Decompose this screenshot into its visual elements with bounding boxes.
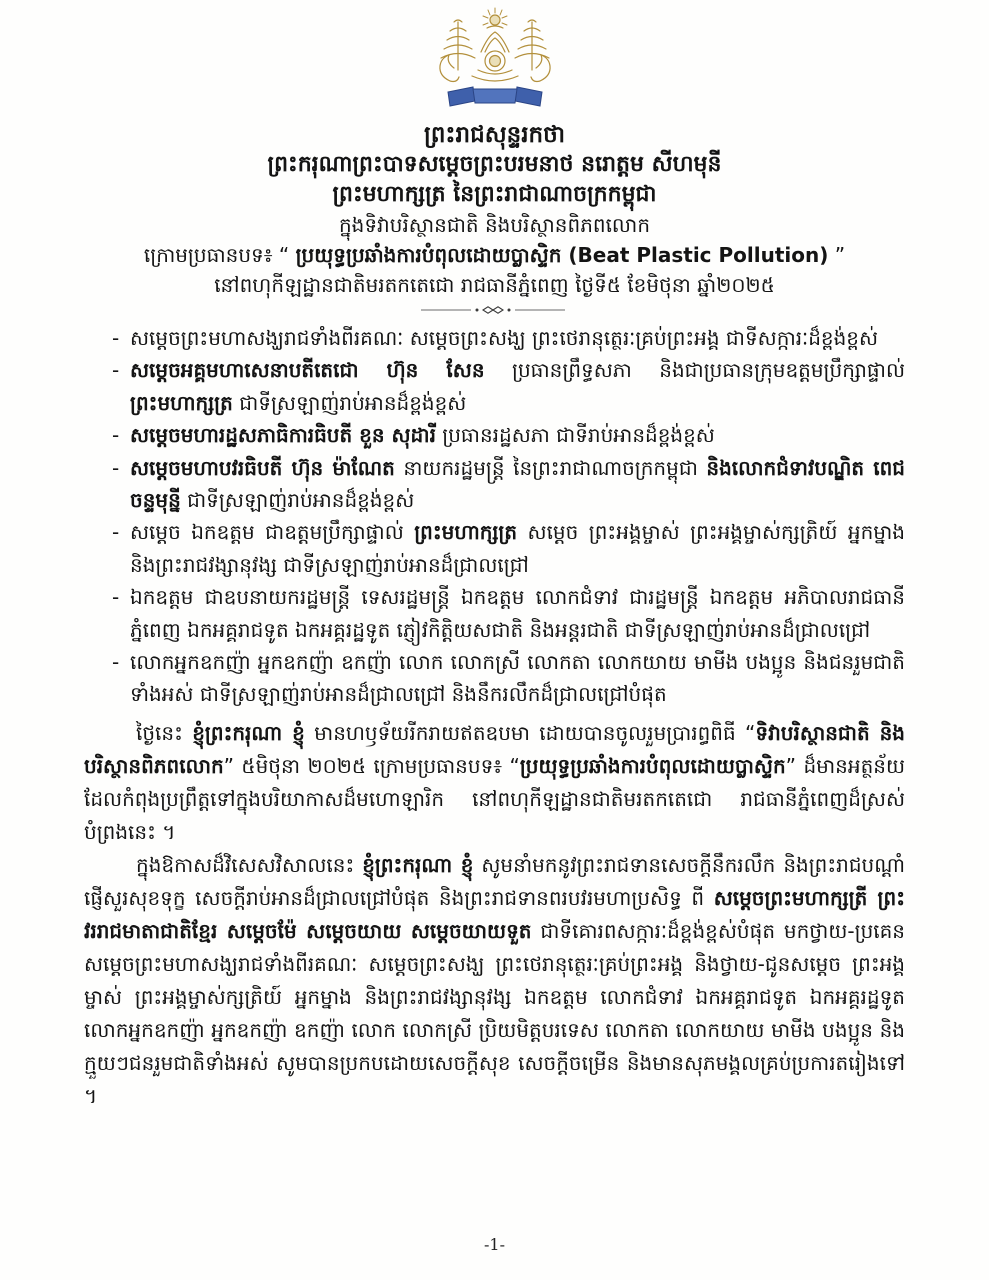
text-segment: និងលោកជំទាវបណ្ឌិត ពេជ ចន្ទមុន្នី <box>130 455 905 513</box>
text-segment: មានហឫទ័យរីករាយឥតឧបមា ដោយបានចូលរួមប្រារព្ធពិធី “ <box>304 720 756 745</box>
bullet-dash: - <box>112 650 120 675</box>
paragraph-2 <box>84 849 905 1113</box>
text-segment: ជាទីស្រឡាញ់រាប់អានដ៏ខ្ពង់ខ្ពស់ <box>180 488 415 513</box>
text-segment: ខ្ញុំព្រះករុណា ខ្ញុំ <box>362 852 474 877</box>
bullet-dash: - <box>112 326 120 350</box>
text-segment: ថ្ងៃនេះ <box>136 720 193 745</box>
salutation-item <box>112 419 905 451</box>
text-segment: ប្រធានព្រឹទ្ធសភា និងជាប្រធានក្រុមឧត្តមប្រឹក្សាផ្ទាល់ <box>484 358 905 383</box>
salutation-list <box>112 322 905 711</box>
text-segment: សម្តេច ឯកឧត្តម ជាឧត្តមប្រឹក្សាផ្ទាល់ <box>130 520 415 545</box>
divider-graphic <box>415 304 575 316</box>
text-segment: ប្រយុទ្ធប្រឆាំងការបំពុលដោយប្លាស្ទិក <box>519 753 786 778</box>
text-segment: សម្តេចព្រះមហាក្សត្រី ព្រះវររាជមាតាជាតិខ្មែរ សម្តេចម៉ែ សម្តេចយាយ សម្តេចយាយទួត <box>84 885 905 943</box>
salutation-item <box>112 452 905 517</box>
paragraph-1 <box>84 717 905 849</box>
title-king-name: ព្រះករុណាព្រះបាទសម្តេចព្រះបរមនាថ នរោត្តម សីហមុនី <box>267 152 722 177</box>
text-segment: ហ៊ុន សែន <box>386 358 485 383</box>
text-segment: ព្រះមហាក្សត្រ <box>130 390 233 415</box>
text-segment: ជាទីស្រឡាញ់រាប់អានដ៏ខ្ពង់ខ្ពស់ <box>232 390 467 415</box>
ornamental-divider <box>84 304 905 316</box>
bullet-dash: - <box>112 585 120 610</box>
text-segment: ឯកឧត្តម ជាឧបនាយករដ្ឋមន្ត្រី ទេសរដ្ឋមន្ត្រី ឯកឧត្តម លោកជំទាវ ជារដ្ឋមន្ត្រី ឯកឧត្តម អភិបាលរាជធានីភ្នំពេញ ឯកអគ្គរាជទូត ឯកអគ្គរដ្ឋទូត ភ្ញៀវកិត្តិយសជាតិ និងអន្តរជាតិ ជាទីស្រឡាញ់រាប់អានដ៏ជ្រាលជ្រៅ <box>130 585 905 642</box>
text-segment: សម្តេចព្រះមហាសង្ឃរាជទាំងពីរគណៈ សម្តេចព្រះសង្ឃ ព្រះថេរានុត្ថេរៈគ្រប់ព្រះអង្គ ជាទីសក្ការៈដ៏ខ្ពង់ខ្ពស់ <box>130 326 879 350</box>
bullet-dash: - <box>112 358 120 383</box>
salutation-item <box>112 581 905 646</box>
text-segment: លោកអ្នកឧកញ៉ា អ្នកឧកញ៉ា ឧកញ៉ា លោក លោកស្រី លោកតា លោកយាយ មាមីង បងប្អូន និងជនរួមជាតិទាំងអស់ ជាទីស្រឡាញ់រាប់អានដ៏ជ្រាលជ្រៅ និងនឹករលឹកដ៏ជ្រាលជ្រៅបំផុត <box>130 650 905 707</box>
text-segment: ទិវាបរិស្ថានជាតិ និងបរិស្ថានពិភពលោក <box>84 720 905 778</box>
text-segment: សម្តេចមហាបវរធិបតី ហ៊ុន ម៉ាណែត <box>130 455 395 480</box>
text-segment: ” ៥មិថុនា ២០២៥ ក្រោមប្រធានបទ៖ “ <box>223 753 520 778</box>
title-king-of-kingdom: ព្រះមហាក្សត្រ នៃព្រះរាជាណាចក្រកម្ពុជា <box>332 182 657 207</box>
bullet-dash: - <box>112 520 120 545</box>
text-segment: ” ដ៏មានអត្ថន័យ ដែលកំពុងប្រព្រឹត្តទៅក្នុងបរិយាកាសដ៏មហោឡារិក នៅពហុកីឡដ្ឋានជាតិមរតកតេជោ រាជធានីភ្នំពេញដ៏ស្រស់បំព្រងនេះ ។ <box>84 753 906 844</box>
text-segment: ” <box>828 243 846 267</box>
text-segment: ក្រោមប្រធានបទ៖ “ <box>143 243 296 267</box>
salutation-item <box>112 646 905 711</box>
royal-arms-graphic <box>428 6 562 118</box>
text-segment: ខ្ញុំព្រះករុណា ខ្ញុំ <box>192 720 305 745</box>
salutation-item <box>112 322 905 354</box>
salutation-item <box>112 516 905 581</box>
text-segment: សូមនាំមកនូវព្រះរាជទានសេចក្តីនឹករលឹក និងព្រះរាជបណ្តាំផ្ញើសួរសុខទុក្ខ សេចក្តីរាប់អានដ៏ជ្រាលជ្រៅបំផុត និងព្រះរាជទានពរបវរមហាប្រសិទ្ធ ពី <box>84 852 905 910</box>
title-occasion: ក្នុងទិវាបរិស្ថានជាតិ និងបរិស្ថានពិភពលោក <box>338 213 651 237</box>
text-segment: សម្តេចអគ្គមហាសេនាបតីតេជោ <box>130 358 387 383</box>
royal-arms-emblem <box>84 6 905 118</box>
text-segment: ព្រះមហាក្សត្រ <box>414 520 518 545</box>
text-segment: នាយករដ្ឋមន្ត្រី នៃព្រះរាជាណាចក្រកម្ពុជា <box>394 455 707 480</box>
salutation-item <box>112 354 905 419</box>
text-segment: សម្តេចមហារដ្ឋសភាធិការធិបតី ខួន សុដារី <box>130 423 436 448</box>
text-segment: ប្រធានរដ្ឋសភា ជាទីរាប់អានដ៏ខ្ពង់ខ្ពស់ <box>435 423 715 448</box>
title-venue-date: នៅពហុកីឡដ្ឋានជាតិមរតកតេជោ រាជធានីភ្នំពេញ ថ្ងៃទី៥ ខែមិថុនា ឆ្នាំ២០២៥ <box>214 273 775 297</box>
speech-body <box>84 717 905 1113</box>
text-segment: ជាទីគោរពសក្ការៈដ៏ខ្ពង់ខ្ពស់បំផុត មកថ្វាយ-ប្រគេន សម្តេចព្រះមហាសង្ឃរាជទាំងពីរគណៈ សម្តេចព្រះសង្ឃ ព្រះថេរានុត្ថេរៈគ្រប់ព្រះអង្គ និងថ្វាយ-ជូនសម្តេច ព្រះអង្គម្ចាស់ ព្រះអង្គម្ចាស់ក្សត្រិយ៍ អ្នកម្នាង និងព្រះរាជវង្សានុវង្ស ឯកឧត្តម លោកជំទាវ ឯកអគ្គរាជទូត ឯកអគ្គរដ្ឋទូត លោកអ្នកឧកញ៉ា អ្នកឧកញ៉ា ឧកញ៉ា លោក លោកស្រី ប្រិយមិត្តបរទេស លោកតា លោកយាយ មាមីង បងប្អូន និងក្មួយៗជនរួមជាតិទាំងអស់ សូមបានប្រកបដោយសេចក្តីសុខ សេចក្តីចម្រើន និងមានសុភមង្គលគ្រប់ប្រការតរៀងទៅ ។ <box>84 918 905 1108</box>
text-segment: ក្នុងឱកាសដ៏វិសេសវិសាលនេះ <box>136 852 363 877</box>
title-royal-speech: ព្រះរាជសុន្ទរកថា <box>423 122 566 148</box>
bullet-dash: - <box>112 423 120 448</box>
text-segment: សម្តេច ព្រះអង្គម្ចាស់ ព្រះអង្គម្ចាស់ក្សត្រិយ៍ អ្នកម្នាង និងព្រះរាជវង្សានុវង្ស ជាទីស្រឡាញ់រាប់អានដ៏ជ្រាលជ្រៅ <box>130 520 905 577</box>
document-header <box>84 120 905 300</box>
title-theme <box>84 240 905 270</box>
bullet-dash: - <box>112 455 120 480</box>
page-number: -1- <box>484 1235 505 1254</box>
text-segment: ប្រយុទ្ធប្រឆាំងការបំពុលដោយប្លាស្ទិក (Beat Plastic Pollution) <box>295 243 829 267</box>
